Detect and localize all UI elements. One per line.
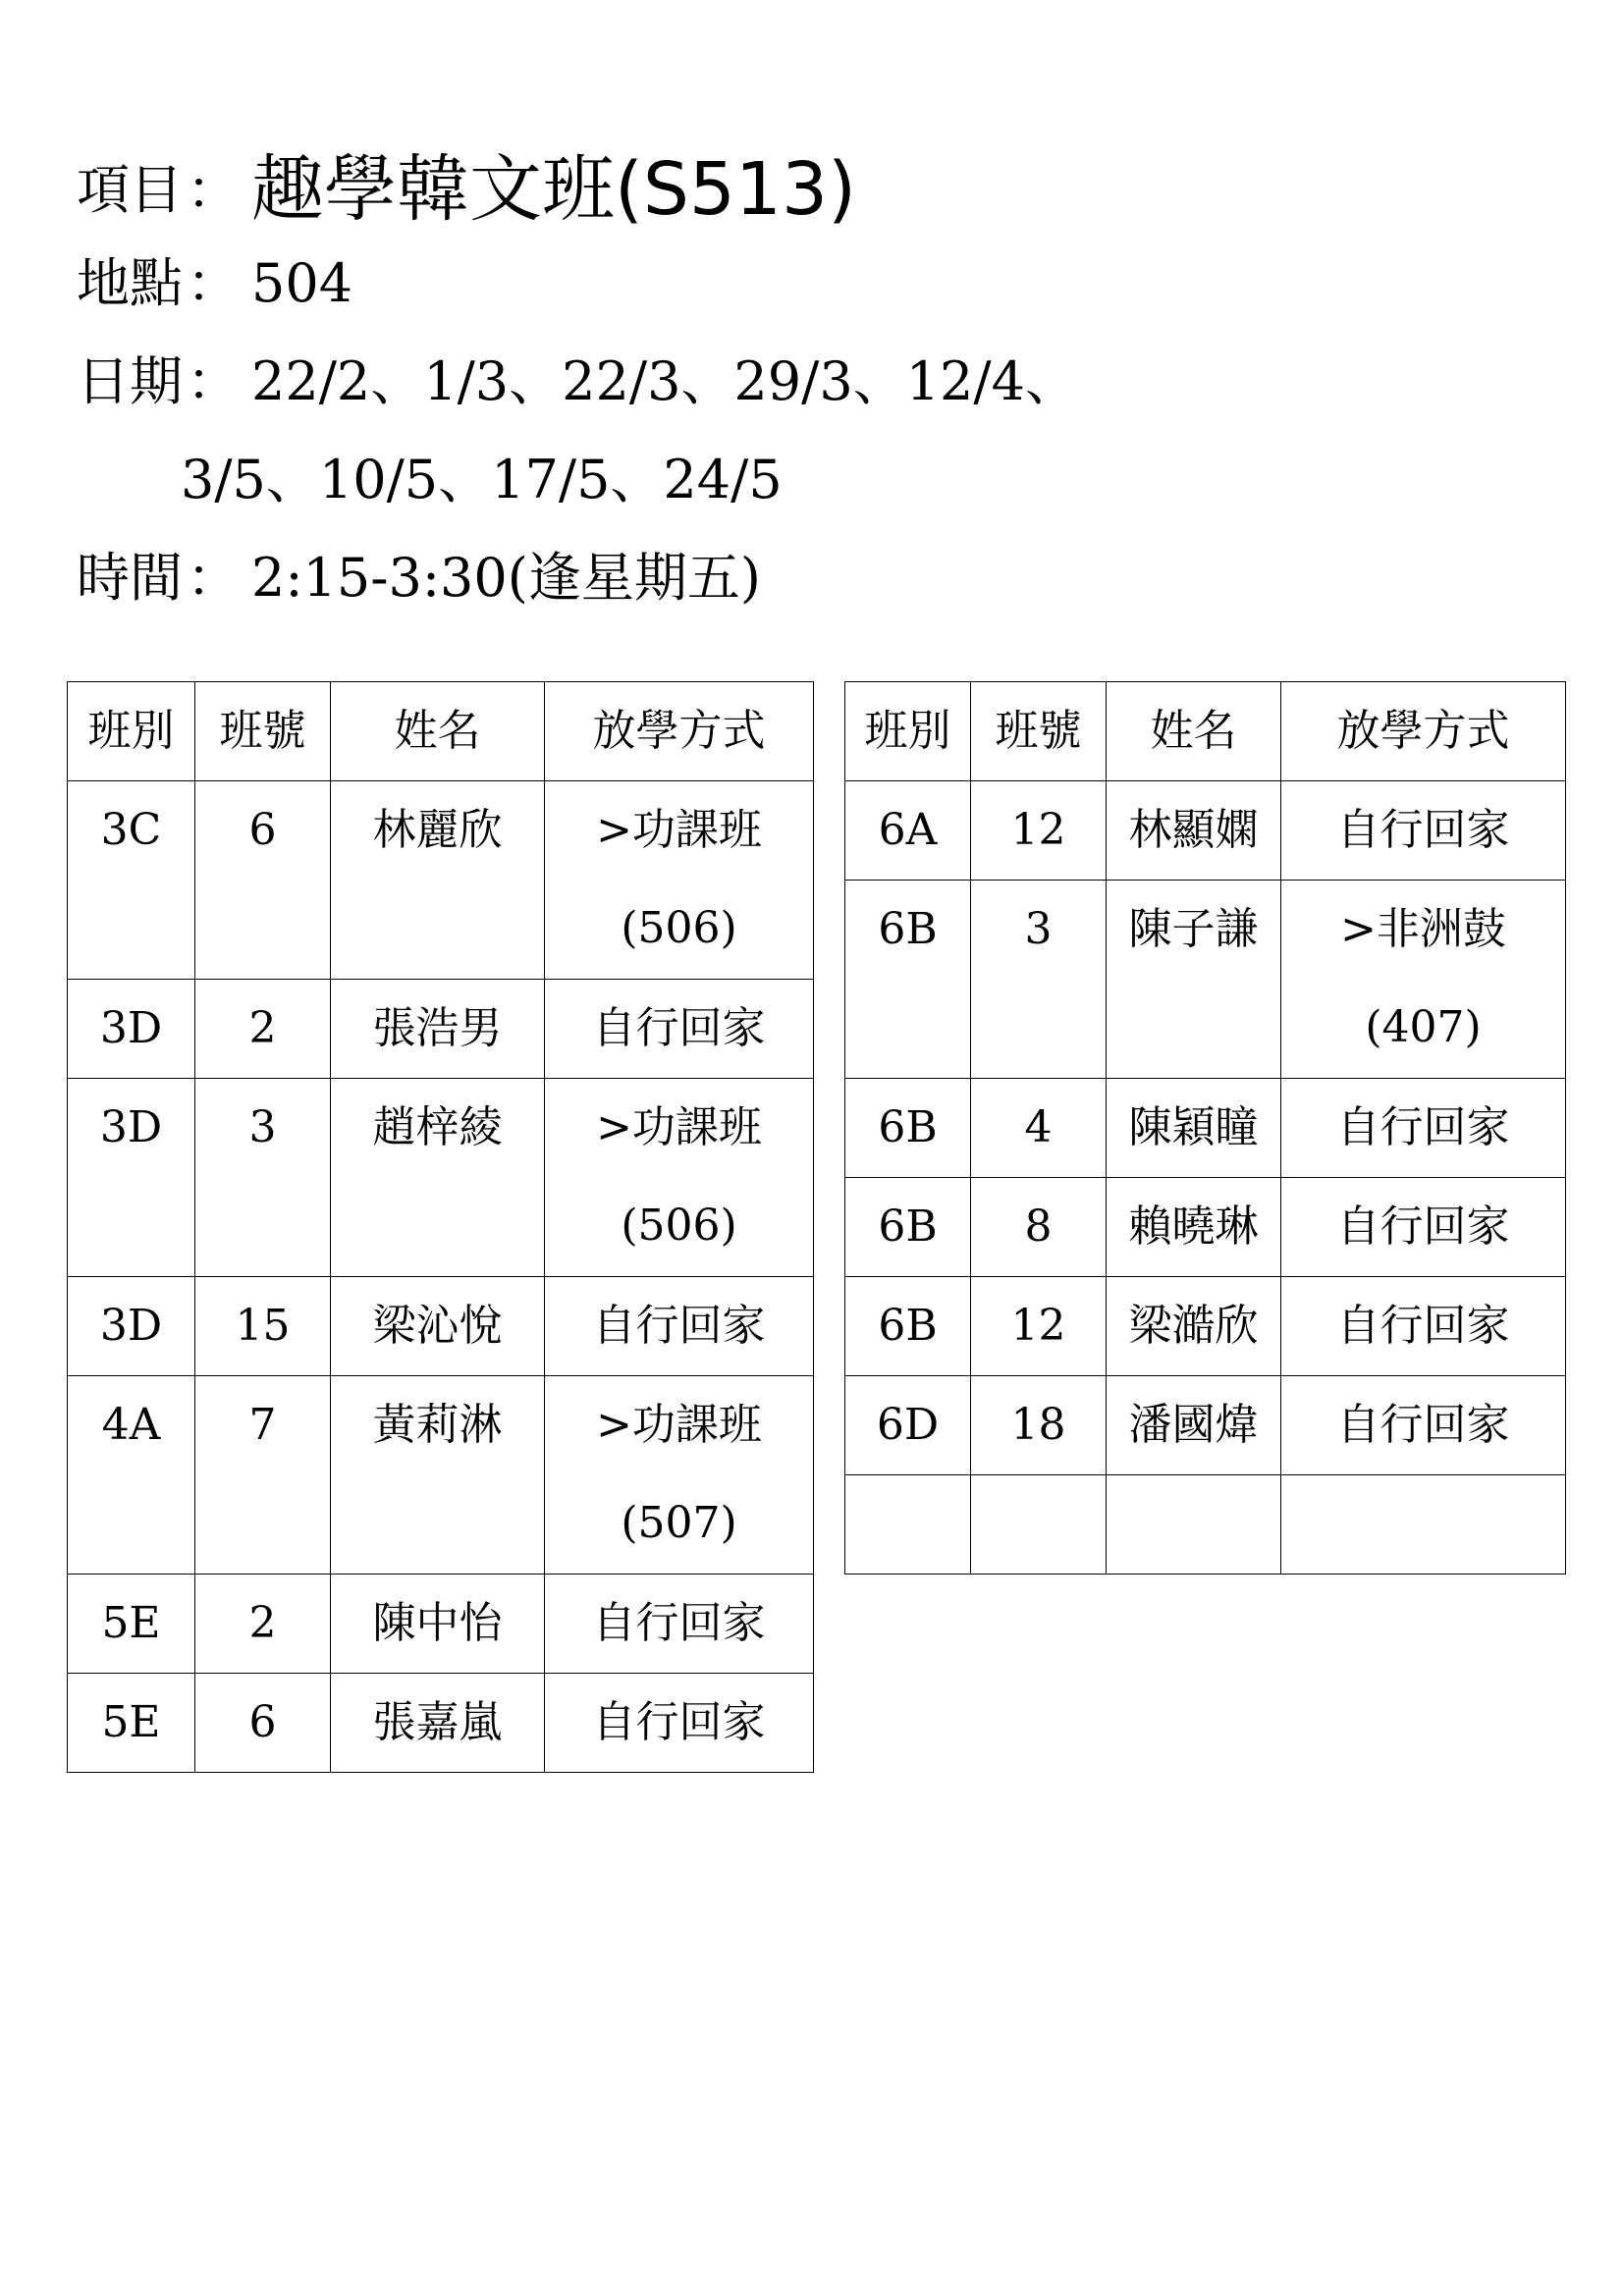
- class-cell: 3D: [68, 980, 195, 1079]
- dismissal-method: >功課班: [596, 1102, 762, 1152]
- dismissal-cell: [1281, 1277, 1566, 1376]
- number-cell: 12: [971, 1277, 1107, 1376]
- class-cell: 6A: [845, 781, 971, 881]
- date-value-line2: 3/5、10/5、17/5、24/5: [181, 449, 783, 510]
- left-table-row: [68, 1079, 814, 1277]
- right-header-cell: 姓名: [1107, 682, 1281, 781]
- class-cell: 6B: [845, 881, 971, 1079]
- dismissal-method: 自行回家: [592, 1003, 766, 1053]
- number-cell: 12: [971, 781, 1107, 881]
- number-cell: 6: [195, 1674, 331, 1773]
- dismissal-method: 自行回家: [1336, 1301, 1510, 1351]
- dismissal-cell: [545, 1674, 814, 1773]
- location-value: 504: [251, 252, 353, 314]
- student-table-right-body: [845, 682, 1566, 1575]
- dismissal-cell: [545, 1376, 814, 1575]
- left-header-row: [68, 682, 814, 781]
- class-cell: 6D: [845, 1376, 971, 1475]
- number-cell: 3: [195, 1079, 331, 1277]
- number-cell: [971, 1475, 1107, 1575]
- class-cell: 3D: [68, 1079, 195, 1277]
- class-cell: 5E: [68, 1575, 195, 1674]
- name-cell: 黃莉淋: [331, 1376, 545, 1575]
- right-header-cell: 班號: [971, 682, 1107, 781]
- right-header-cell: 班別: [845, 682, 971, 781]
- left-table-row: [68, 781, 814, 980]
- name-cell: 陳子謙: [1107, 881, 1281, 1079]
- date-continuation-line: [181, 449, 783, 510]
- dismissal-method: 自行回家: [1336, 805, 1510, 855]
- right-table-row: [845, 1178, 1566, 1277]
- name-cell: 賴曉琳: [1107, 1178, 1281, 1277]
- name-cell: 陳穎瞳: [1107, 1079, 1281, 1178]
- dismissal-cell: [1281, 1475, 1566, 1575]
- name-cell: 梁沁悅: [331, 1277, 545, 1376]
- right-table-row: [845, 1277, 1566, 1376]
- dismissal-cell: [545, 1277, 814, 1376]
- location-colon: ：: [187, 252, 240, 314]
- name-cell: 林顯嫻: [1107, 781, 1281, 881]
- number-cell: 8: [971, 1178, 1107, 1277]
- dismissal-cell: [1281, 781, 1566, 881]
- left-header-cell: 班號: [195, 682, 331, 781]
- dismissal-method: >非洲鼓: [1340, 904, 1506, 954]
- date-value-line1: 22/2、1/3、22/3、29/3、12/4、: [251, 350, 1078, 412]
- location-line: [77, 252, 353, 314]
- project-value: 趣學韓文班(S513): [251, 147, 856, 232]
- dismissal-method: 自行回家: [1336, 1102, 1510, 1152]
- student-table-left-body: [68, 682, 814, 1773]
- date-label: 日期: [77, 350, 183, 412]
- number-cell: 7: [195, 1376, 331, 1575]
- number-cell: 6: [195, 781, 331, 980]
- left-table-row: [68, 1376, 814, 1575]
- dismissal-method: 自行回家: [1336, 1201, 1510, 1252]
- left-table-row: [68, 1674, 814, 1773]
- dismissal-method: 自行回家: [592, 1697, 766, 1747]
- name-cell: 林麗欣: [331, 781, 545, 980]
- number-cell: 2: [195, 1575, 331, 1674]
- name-cell: 潘國煒: [1107, 1376, 1281, 1475]
- date-line: [77, 350, 1078, 412]
- name-cell: 張嘉嵐: [331, 1674, 545, 1773]
- name-cell: [1107, 1475, 1281, 1575]
- right-table-row: [845, 1376, 1566, 1475]
- left-header-cell: 放學方式: [545, 682, 814, 781]
- name-cell: 張浩男: [331, 980, 545, 1079]
- name-cell: 陳中怡: [331, 1575, 545, 1674]
- dismissal-cell: [1281, 1376, 1566, 1475]
- class-cell: 4A: [68, 1376, 195, 1575]
- dismissal-cell: [545, 1575, 814, 1674]
- class-cell: [845, 1475, 971, 1575]
- right-table-row: [845, 1079, 1566, 1178]
- name-cell: 梁澔欣: [1107, 1277, 1281, 1376]
- project-label: 項目: [77, 159, 183, 221]
- project-colon: ：: [187, 159, 240, 221]
- left-table-row: [68, 1575, 814, 1674]
- number-cell: 2: [195, 980, 331, 1079]
- left-header-cell: 姓名: [331, 682, 545, 781]
- class-cell: 6B: [845, 1079, 971, 1178]
- right-header-row: [845, 682, 1566, 781]
- right-table-row: [845, 781, 1566, 881]
- project-line: [77, 147, 856, 232]
- location-label: 地點: [77, 252, 183, 314]
- class-cell: 3D: [68, 1277, 195, 1376]
- dismissal-room: (507): [621, 1498, 737, 1548]
- number-cell: 3: [971, 881, 1107, 1079]
- dismissal-method: >功課班: [596, 805, 762, 855]
- time-colon: ：: [187, 547, 240, 609]
- right-table-row: [845, 1475, 1566, 1575]
- number-cell: 15: [195, 1277, 331, 1376]
- left-header-cell: 班別: [68, 682, 195, 781]
- dismissal-room: (506): [621, 1201, 737, 1251]
- date-colon: ：: [187, 350, 240, 412]
- class-cell: 5E: [68, 1674, 195, 1773]
- dismissal-cell: [545, 980, 814, 1079]
- dismissal-method: >功課班: [596, 1400, 762, 1450]
- dismissal-cell: [1281, 881, 1566, 1079]
- class-cell: 6B: [845, 1277, 971, 1376]
- right-header-cell: 放學方式: [1281, 682, 1566, 781]
- dismissal-method: 自行回家: [592, 1598, 766, 1648]
- dismissal-method: 自行回家: [592, 1301, 766, 1351]
- name-cell: 趙梓綾: [331, 1079, 545, 1277]
- dismissal-cell: [545, 1079, 814, 1277]
- number-cell: 4: [971, 1079, 1107, 1178]
- dismissal-cell: [1281, 1178, 1566, 1277]
- dismissal-room: (407): [1365, 1002, 1482, 1052]
- student-table-right: [844, 681, 1566, 1575]
- time-value: 2:15-3:30(逢星期五): [251, 547, 761, 609]
- time-line: [77, 547, 761, 609]
- right-table-row: [845, 881, 1566, 1079]
- dismissal-room: (506): [621, 903, 737, 953]
- left-table-row: [68, 980, 814, 1079]
- dismissal-method: 自行回家: [1336, 1400, 1510, 1450]
- dismissal-cell: [545, 781, 814, 980]
- left-table-row: [68, 1277, 814, 1376]
- class-cell: 6B: [845, 1178, 971, 1277]
- class-cell: 3C: [68, 781, 195, 980]
- time-label: 時間: [77, 547, 183, 609]
- student-table-left: [67, 681, 814, 1773]
- dismissal-cell: [1281, 1079, 1566, 1178]
- number-cell: 18: [971, 1376, 1107, 1475]
